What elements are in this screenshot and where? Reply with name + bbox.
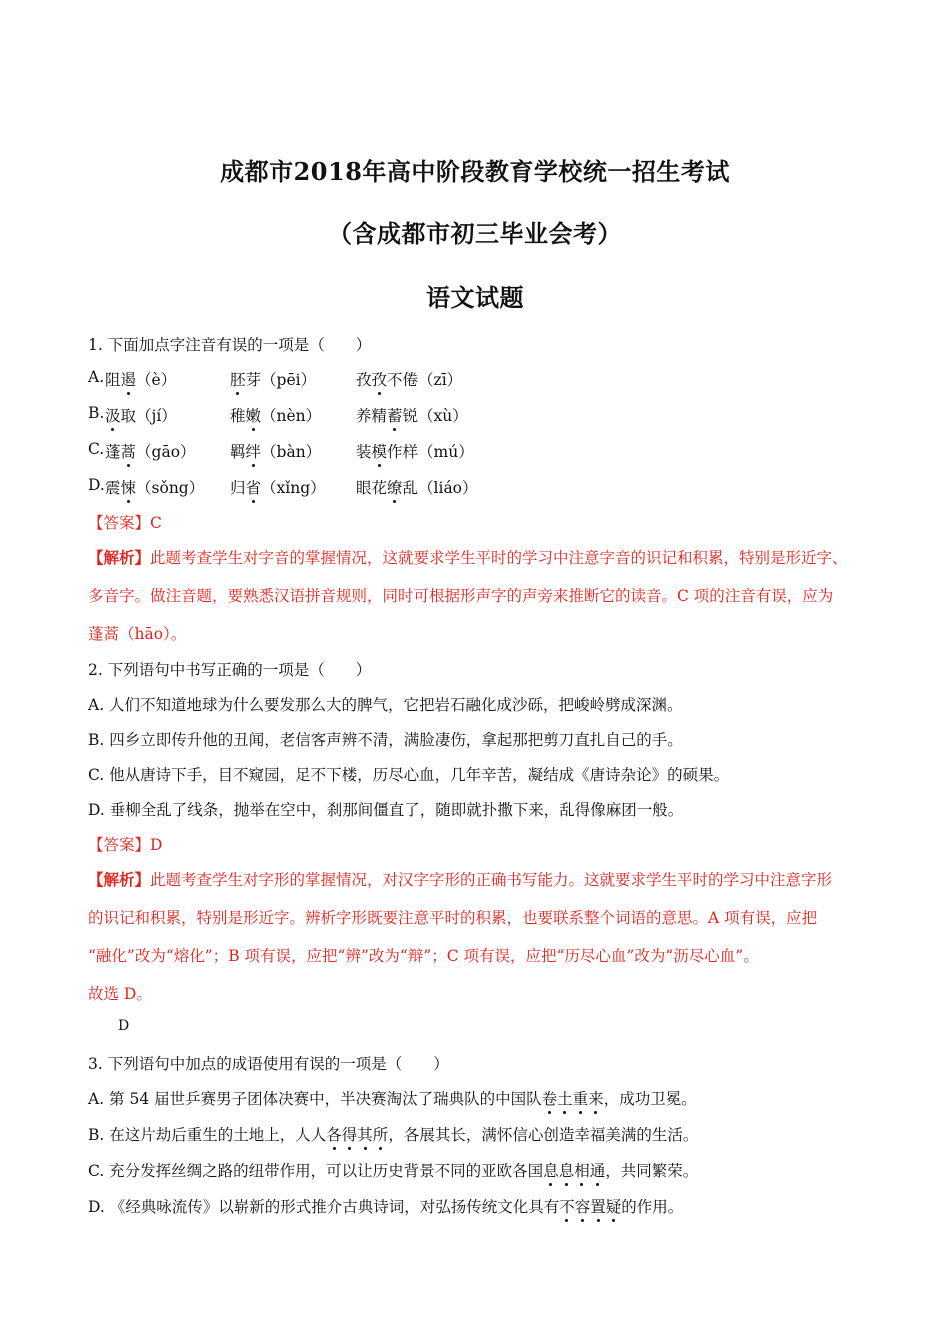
dotted-char: 悚: [121, 476, 137, 498]
dotted-char: 其: [357, 1123, 373, 1145]
option-col1: 震悚（sǒng）: [105, 476, 204, 498]
dotted-char: 嫩: [246, 404, 262, 426]
q3-stem: 3. 下列语句中加点的成语使用有误的一项是（ ）: [88, 1055, 449, 1073]
dotted-char: 卷: [542, 1087, 558, 1109]
dotted-char: 得: [342, 1123, 358, 1145]
q3-option-b: B. 在这片劫后重生的土地上，人人各得其所，各展其长，满怀信心创造幸福美满的生活。: [88, 1123, 698, 1145]
option-col1: 汲取（jí）: [105, 404, 177, 426]
option-label: A.: [88, 368, 105, 386]
page-subtitle: （含成都市初三毕业会考）: [328, 219, 622, 248]
dotted-char: 蓄: [387, 404, 403, 426]
q1-analysis-line: 蓬蒿（hāo）。: [88, 625, 187, 643]
dotted-char: 胚: [230, 368, 246, 390]
q2-option-d: D. 垂柳全乱了线条，抛举在空中，刹那间僵直了，随即就扑撒下来，乱得像麻团一般。: [88, 801, 684, 819]
dotted-char: 来: [588, 1087, 604, 1109]
dotted-char: 疑: [606, 1195, 622, 1217]
dotted-char: 容: [575, 1195, 591, 1217]
dotted-char: 缭: [387, 476, 403, 498]
q2-stem: 2. 下列语句中书写正确的一项是（ ）: [88, 661, 372, 679]
dotted-char: 置: [590, 1195, 606, 1217]
dotted-char: 相: [574, 1159, 590, 1181]
q2-option-c: C. 他从唐诗下手，目不窥园，足不下楼，历尽心血，几年辛苦，凝结成《唐诗杂论》的硕果。: [88, 766, 730, 784]
dotted-char: 息: [543, 1159, 559, 1181]
dotted-char: 汲: [105, 404, 121, 426]
option-col3: 孜孜不倦（zī）: [356, 368, 462, 390]
option-col2: 胚芽（pēi）: [230, 368, 316, 390]
option-col3: 眼花缭乱（liáo）: [356, 476, 478, 498]
stray-letter: D: [118, 1018, 130, 1034]
q3-option-d: D. 《经典咏流传》以崭新的形式推介古典诗词，对弘扬传统文化具有不容置疑的作用。: [88, 1195, 683, 1217]
option-col2: 羁绊（bàn）: [230, 440, 321, 462]
page-title: 成都市2018年高中阶段教育学校统一招生考试: [220, 157, 730, 186]
option-col2: 稚嫩（nèn）: [230, 404, 321, 426]
q2-analysis-line: 【解析】此题考查学生对字形的掌握情况，对汉字字形的正确书写能力。这就要求学生平时的学习中注意字形: [88, 870, 833, 889]
q1-stem: 1. 下面加点字注音有误的一项是（ ）: [88, 336, 372, 354]
q1-answer: 【答案】C: [88, 514, 162, 532]
option-col3: 装模作样（mú）: [356, 440, 474, 462]
q3-option-a: A. 第 54 届世乒赛男子团体决赛中，半决赛淘汰了瑞典队的中国队卷土重来，成功卫冕。: [88, 1087, 697, 1109]
option-label: B.: [88, 404, 105, 422]
q2-analysis-line: “融化”改为“熔化”；B 项有误，应把“辨”改为“辩”；C 项有误，应把“历尽心血”改为“沥尽心血”。: [88, 947, 759, 965]
dotted-char: 孜: [372, 368, 388, 390]
q1-analysis-line: 多音字。做注音题，要熟悉汉语拼音规则，同时可根据形声字的声旁来推断它的读音。C 项的注音有误，应为: [88, 587, 834, 605]
option-col3: 养精蓄锐（xù）: [356, 404, 468, 426]
dotted-char: 息: [559, 1159, 575, 1181]
option-label: C.: [88, 440, 105, 458]
option-col1: 蓬蒿（gāo）: [105, 440, 196, 462]
option-label: D.: [88, 476, 105, 494]
dotted-char: 土: [557, 1087, 573, 1109]
option-col2: 归省（xǐng）: [230, 476, 326, 498]
q2-analysis-line: 故选 D。: [88, 985, 152, 1003]
page-heading: 语文试题: [426, 283, 524, 312]
dotted-char: 遏: [121, 368, 137, 390]
q2-option-a: A. 人们不知道地球为什么要发那么大的脾气，它把岩石融化成沙砾，把峻岭劈成深渊。: [88, 696, 683, 714]
dotted-char: 通: [590, 1159, 606, 1181]
q1-analysis-line: 【解析】此题考查学生对字音的掌握情况，这就要求学生平时的学习中注意字音的识记和积累，特别是形近字、: [88, 548, 848, 567]
dotted-char: 重: [573, 1087, 589, 1109]
option-col1: 阻遏（è）: [105, 368, 176, 390]
q2-option-b: B. 四乡立即传升他的丑闻，老信客声辨不清，满脸凄伤，拿起那把剪刀直扎自己的手。: [88, 731, 683, 749]
dotted-char: 各: [326, 1123, 342, 1145]
dotted-char: 所: [373, 1123, 389, 1145]
dotted-char: 不: [559, 1195, 575, 1217]
q2-answer: 【答案】D: [88, 836, 163, 854]
dotted-char: 省: [246, 476, 262, 498]
dotted-char: 模: [372, 440, 388, 462]
dotted-char: 绊: [246, 440, 262, 462]
dotted-char: 蒿: [121, 440, 137, 462]
q2-analysis-line: 的识记和积累，特别是形近字。辨析字形既要注意平时的积累，也要联系整个词语的意思。A 项有误，应把: [88, 909, 818, 927]
q3-option-c: C. 充分发挥丝绸之路的纽带作用，可以让历史背景不同的亚欧各国息息相通，共同繁荣。: [88, 1159, 698, 1181]
